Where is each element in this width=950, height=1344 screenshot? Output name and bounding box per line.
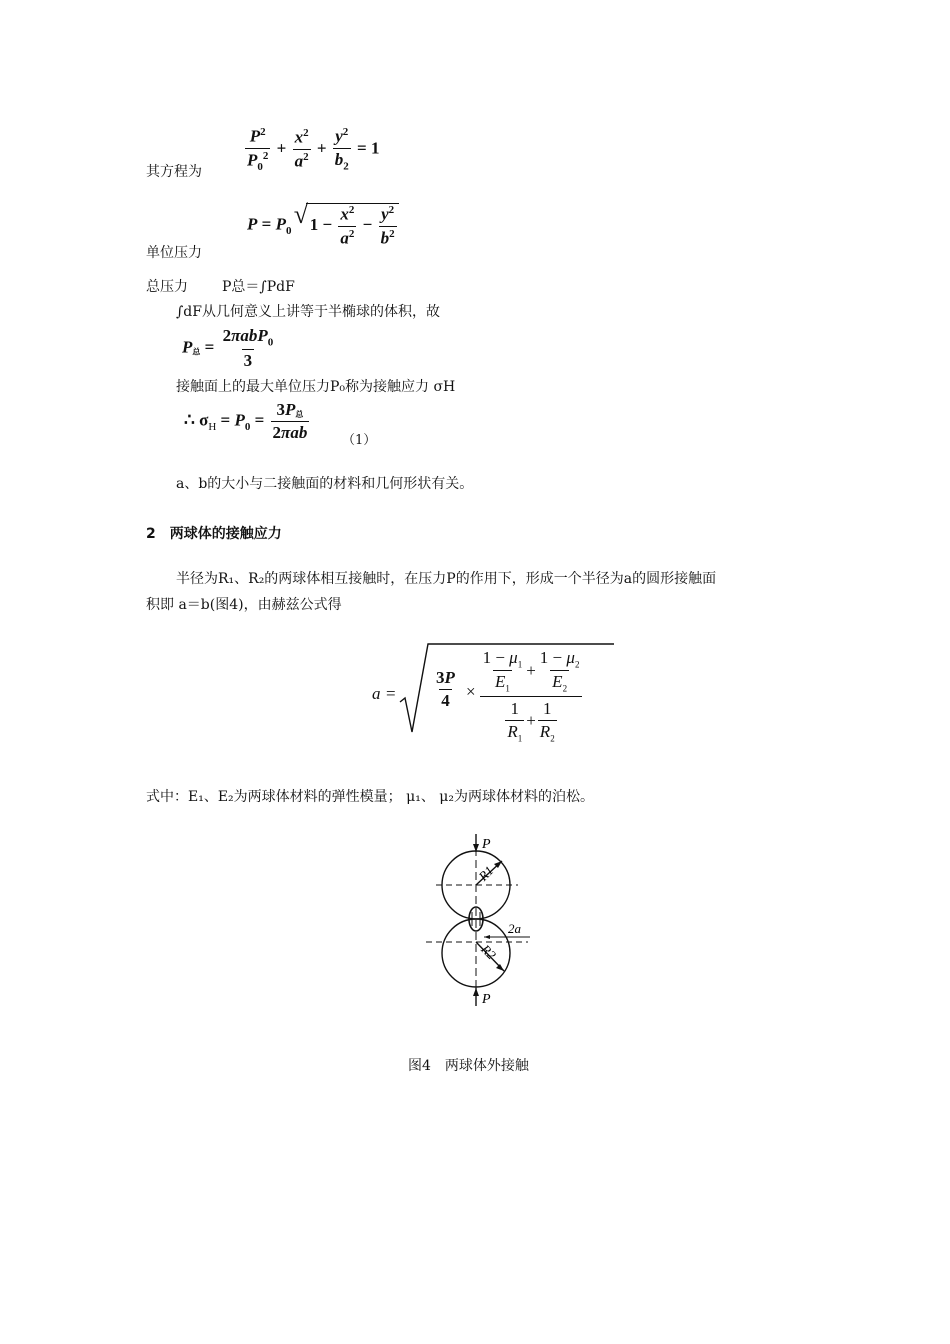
figure-caption: 图4 两球体外接触: [408, 1058, 529, 1074]
integral-note: ∫dF从几何意义上讲等于半椭球的体积，故: [176, 304, 440, 320]
equation-label: 其方程为: [146, 164, 202, 180]
contact-width-label: 2a: [508, 921, 521, 936]
ab-note: a、b的大小与二接触面的材料和几何形状有关。: [176, 476, 474, 492]
unit-pressure-equation: $P = P_0$ √ 1 − $\frac{x^2}{a^2}$ − $\frac{y^2}{b^2}$: [247, 203, 399, 248]
total-pressure-equation: P总 = $\frac{2\pi abP_0}{3}$: [182, 326, 274, 371]
radius-label-top: R1: [475, 862, 497, 884]
paragraph-line-1: 半径为R₁、R₂的两球体相互接触时，在压力P的作用下，形成一个半径为a的圆形接触面: [176, 571, 717, 587]
equation-number: （1）: [342, 433, 377, 448]
contact-stress-equation: ∴ $\sigma_H = P_0$ = $\frac{\text{3P总}}{\text{2πab}}$: [184, 400, 308, 442]
section-heading: 2 两球体的接触应力: [146, 526, 282, 542]
paragraph-line-2: 积即 a＝b(图4)，由赫兹公式得: [146, 597, 342, 613]
lower-sphere: [442, 919, 510, 987]
ellipsoid-equation: $\frac{P^2}{P_0^2}$ + $\frac{x^2}{a^2}$ + $\frac{y^2}{b_2}$ = 1: [247, 126, 380, 173]
two-spheres-figure: [418, 830, 558, 1010]
radius-label-bottom: R2: [478, 941, 500, 963]
where-note: 式中：E₁、E₂为两球体材料的弹性模量； μ₁、 μ₂为两球体材料的泊松。: [146, 789, 594, 805]
max-pressure-note: 接触面上的最大单位压力P₀称为接触应力 σH: [176, 379, 456, 395]
total-pressure-label: 总压力: [146, 279, 188, 295]
unit-pressure-label: 单位压力: [146, 245, 202, 261]
total-pressure-formula: P总＝∫PdF: [222, 279, 295, 295]
load-label-bottom: P: [482, 992, 491, 1007]
load-label-top: P: [482, 837, 491, 852]
